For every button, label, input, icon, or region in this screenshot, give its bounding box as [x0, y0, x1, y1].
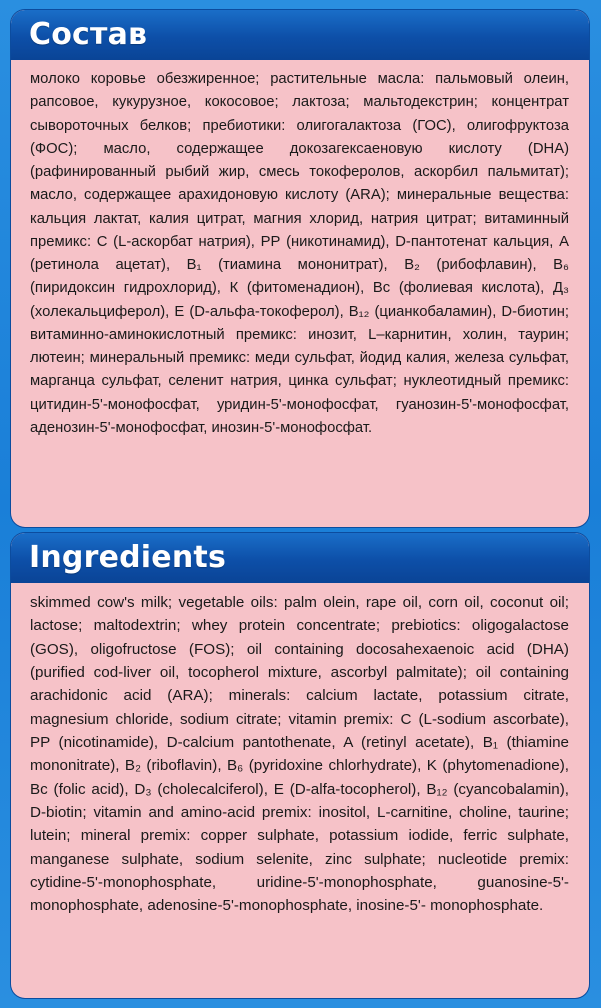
section-title-english: Ingredients — [11, 533, 589, 583]
ingredients-paragraph-english: skimmed cow's milk; vegetable oils: palm olein, rape oil, corn oil, coconut oil; lactose; maltodextrin; whey protein concentrate; prebiotics: oligogalactose (GOS), oligofructose (FOS); oil containing docosahexaenoic acid (DHA) (purified cod-liver oil, tocopherol mixture, ascorbyl palmitate); oil containing arachidonic acid (ARA); minerals: calcium lactate, potassium citrate, magnesium chloride, sodium citrate; vitamin premix: C (L-sodium ascorbate), PP (nicotinamide), D-calcium pantothenate, A (retinyl acetate), B₁ (thiamine mononitrate), B₂ (riboflavin), B₆ (pyridoxine chlorhydrate), K (phytomenadione), Bс (folic acid), D₃ (cholecalciferol), E (D-alfa-tocopherol), B₁₂ (cyancobalamin), D-biotin; vitamin and amino-acid premix: inositol, L-carnitine, choline, taurine; lutein; mineral premix: copper sulphate, potassium iodide, ferric sulphate, manganese sulphate, sodium selenite, zinc sulphate; nucleotide premix: cytidine-5'-monophosphate, uridine-5'-monophosphate, guanosine-5'-monophosphate, adenosine-5'-monophosphate, inosine-5'- monophosphate. — [30, 594, 569, 915]
ingredients-panel-english — [11, 533, 589, 998]
ingredients-panel-russian — [11, 10, 589, 527]
ingredients-text-russian — [11, 60, 589, 440]
ingredients-paragraph-russian: молоко коровье обезжиренное; растительные масла: пальмовый олеин, рапсовое, кукурузное, кокосовое; лактоза; мальтодекстрин; концентрат сывороточных белков; пребиотики: олигогалактоза (ГОС), олигофруктоза (ФОС); масло, содержащее докозагексаеновую кислоту (DHA) (рафинированный рыбий жир, смесь токоферолов, аскорбил пальмитат); масло, содержащее арахидоновую кислоту (ARA); минеральные вещества: кальция лактат, калия цитрат, магния хлорид, натрия цитрат; витаминный премикс: С (L-аскорбат натрия), РР (никотинамид), D-пантотенат кальция, А (ретинола ацетат), B₁ (тиамина мононитрат), B₂ (рибофлавин), B₆ (пиридоксин гидрохлорид), К (фитоменадион), Bс (фолиевая кислота), Д₃ (холекальциферол), Е (D-альфа-токоферол), B₁₂ (цианкобаламин), D-биотин; витаминно-аминокислотный премикс: инозит, L–карнитин, холин, таурин; лютеин; минеральный премикс: меди сульфат, йодид калия, железа сульфат, марганца сульфат, селенит натрия, цинка сульфат; нуклеотидный премикс: цитидин-5'-монофосфат, уридин-5'-монофосфат, гуанозин-5'-монофосфат, аденозин-5'-монофосфат, инозин-5'-монофосфат. — [30, 71, 569, 436]
section-title-russian: Состав — [11, 10, 589, 60]
ingredients-text-english — [11, 583, 589, 918]
